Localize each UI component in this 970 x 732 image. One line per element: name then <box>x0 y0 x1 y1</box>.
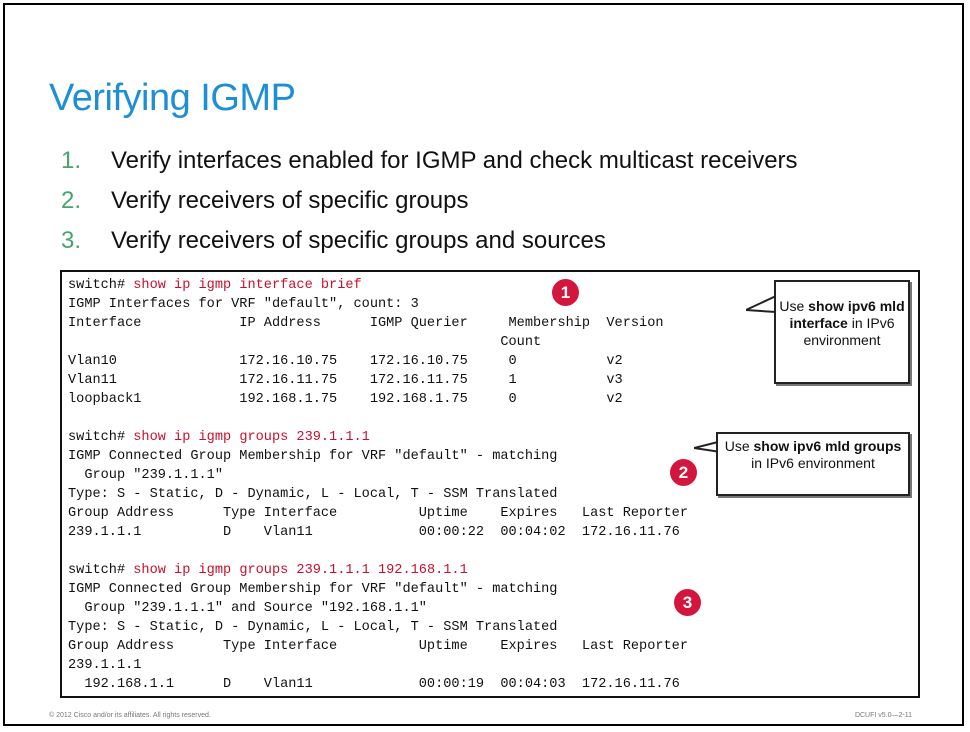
cli-line: Vlan10 172.16.10.75 172.16.10.75 0 v2 <box>68 354 623 369</box>
cli-command: show ip igmp groups 239.1.1.1 <box>133 430 370 445</box>
cli-line: Count <box>68 335 542 350</box>
cli-output <box>68 276 688 694</box>
cli-blank-line <box>68 409 688 428</box>
cli-blank-line <box>68 542 688 561</box>
course-code-footer: DCUFI v5.0—2-11 <box>854 712 912 719</box>
cli-line: Group Address Type Interface Uptime Expires Last Reporter <box>68 639 688 654</box>
cli-line: IGMP Connected Group Membership for VRF "default" - matching <box>68 582 558 597</box>
callout-command: show ipv6 mld interface <box>789 298 905 331</box>
callout-text: in IPv6 environment <box>751 455 875 471</box>
copyright-footer: © 2012 Cisco and/or its affiliates. All rights reserved. <box>49 712 211 719</box>
callout-text: Use <box>779 298 809 314</box>
bullet-text: Verify receivers of specific groups and sources <box>111 227 606 254</box>
cli-command-line-2 <box>68 428 688 447</box>
cli-line: Type: S - Static, D - Dynamic, L - Local, T - SSM Translated <box>68 620 558 635</box>
cli-line: IGMP Interfaces for VRF "default", count: 3 <box>68 297 419 312</box>
callout-text: in IPv6 environment <box>803 315 895 348</box>
cli-command-line-3 <box>68 561 688 580</box>
cli-line: Group "239.1.1.1" <box>68 468 223 483</box>
bullet-number: 1. <box>61 147 82 174</box>
cli-prompt: switch# <box>68 278 134 293</box>
cli-command-line-1 <box>68 276 688 295</box>
callout-command: show ipv6 mld groups <box>753 438 902 454</box>
cli-line: Group Address Type Interface Uptime Expires Last Reporter <box>68 506 688 521</box>
cli-prompt: switch# <box>68 563 134 578</box>
bullet-list <box>61 145 798 265</box>
bullet-item <box>61 185 798 225</box>
callout-mld-groups <box>716 432 910 496</box>
slide-title: Verifying IGMP <box>49 77 296 119</box>
bullet-number: 2. <box>61 187 82 214</box>
step-badge-3: 3 <box>674 589 701 616</box>
cli-line: IGMP Connected Group Membership for VRF "default" - matching <box>68 449 558 464</box>
callout-1-pointer <box>746 290 776 320</box>
cli-command: show ip igmp groups 239.1.1.1 192.168.1.1 <box>133 563 468 578</box>
cli-line: Interface IP Address IGMP Querier Membership Version <box>68 316 664 331</box>
cli-output-box <box>60 270 920 698</box>
cli-line: 239.1.1.1 D Vlan11 00:00:22 00:04:02 172.16.11.76 <box>68 525 680 540</box>
step-badge-2: 2 <box>670 459 697 486</box>
bullet-item <box>61 145 798 185</box>
cli-command: show ip igmp interface brief <box>133 278 362 293</box>
bullet-item <box>61 225 798 265</box>
callout-mld-interface <box>774 280 910 384</box>
cli-line: loopback1 192.168.1.75 192.168.1.75 0 v2 <box>68 392 623 407</box>
cli-line: Vlan11 172.16.11.75 172.16.11.75 1 v3 <box>68 373 623 388</box>
cli-line: Group "239.1.1.1" and Source "192.168.1.1" <box>68 601 427 616</box>
bullet-number: 3. <box>61 227 82 254</box>
step-badge-1: 1 <box>552 279 579 306</box>
cli-prompt: switch# <box>68 430 134 445</box>
cli-line: 239.1.1.1 <box>68 658 142 673</box>
slide <box>3 3 964 726</box>
cli-line: 192.168.1.1 D Vlan11 00:00:19 00:04:03 172.16.11.76 <box>68 677 680 692</box>
cli-line: Type: S - Static, D - Dynamic, L - Local, T - SSM Translated <box>68 487 558 502</box>
bullet-text: Verify interfaces enabled for IGMP and check multicast receivers <box>111 147 798 174</box>
bullet-text: Verify receivers of specific groups <box>111 187 469 214</box>
callout-text: Use <box>724 438 754 454</box>
